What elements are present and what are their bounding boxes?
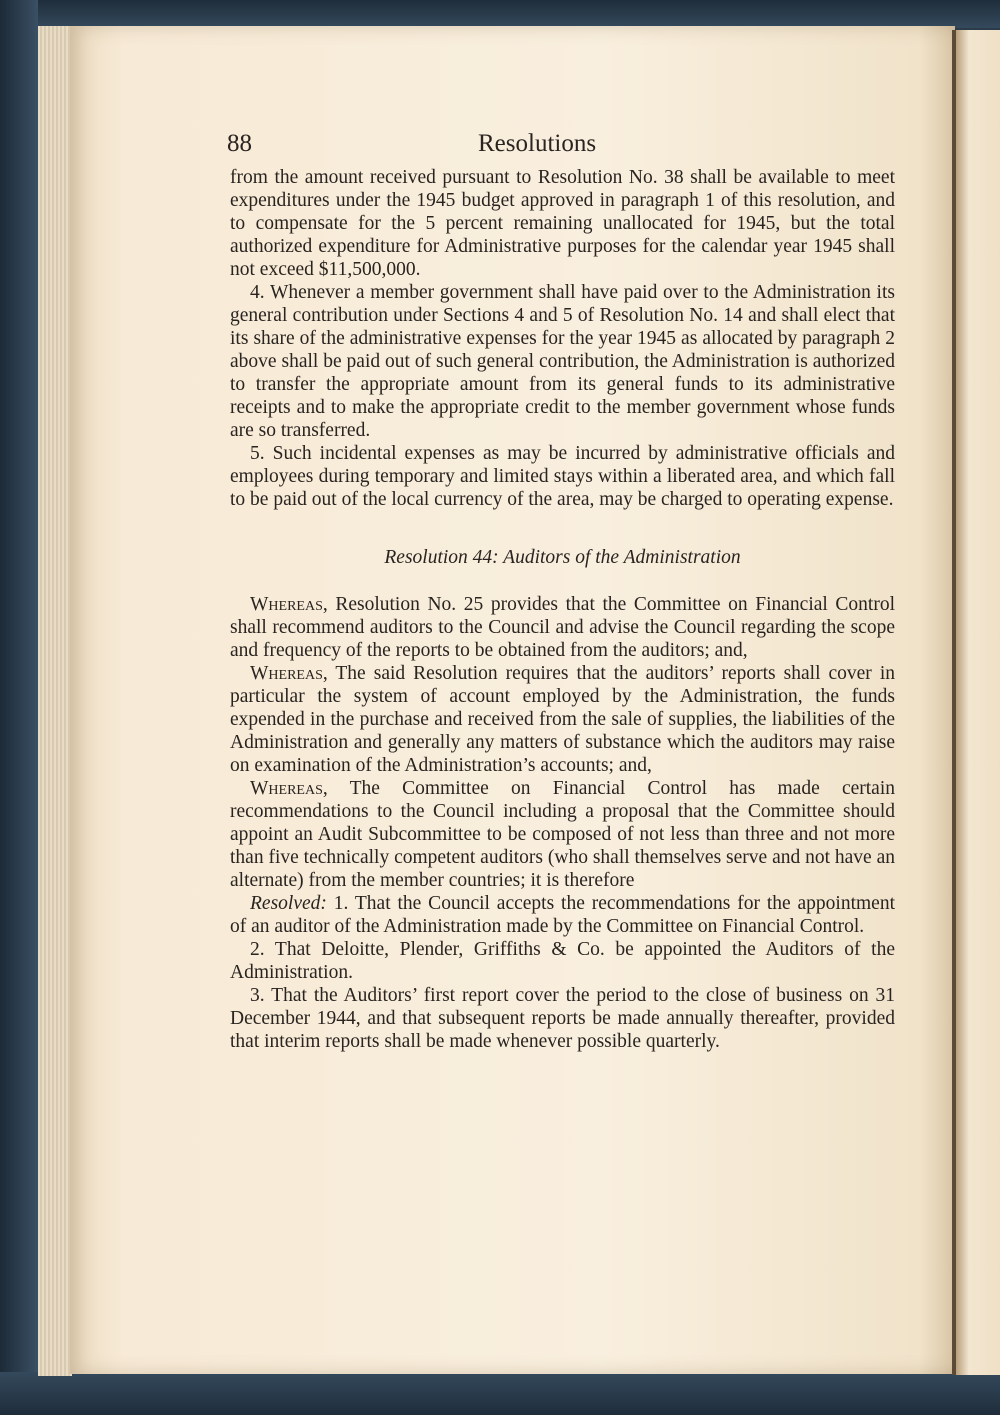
whereas-lead: Whereas, <box>250 778 328 799</box>
book-cover-spine <box>0 0 38 1415</box>
facing-page-edge <box>956 30 1000 1375</box>
page-text <box>227 128 895 1053</box>
resolved-lead: Resolved: <box>250 893 327 914</box>
book-cover-bottom <box>0 1372 1000 1415</box>
paragraph-4: 4. Whenever a member government shall have paid over to the Administration its general contribution under Sections 4 and 5 of Resolution No. 14 and shall elect that its share of the administrative expenses for the year 1945 as allocated by paragraph 2 above shall be paid out of such general contribution, the Administration is authorized to transfer the appropriate amount from its general funds to its administrative receipts and to make the appropriate credit to the member government whose funds are so transferred. <box>230 282 895 441</box>
book-cover-top <box>0 0 1000 28</box>
whereas-text: The said Resolution requires that the auditors’ reports shall cover in particular the system of account employed by the Administration, the funds expended in the purchase and received from the sale of supplies, the liabilities of the Administration and generally any matters of substance which the auditors may raise on examination of the Administration’s accounts; and, <box>230 663 895 776</box>
page-edges <box>38 26 72 1376</box>
whereas-lead: Whereas, <box>250 663 328 684</box>
resolved-text: 1. That the Council accepts the recommendations for the appointment of an auditor of the Administration made by the Committee on Financial Control. <box>230 893 895 937</box>
whereas-paragraph-1 <box>230 593 895 662</box>
whereas-paragraph-2 <box>230 662 895 777</box>
whereas-text: Resolution No. 25 provides that the Committee on Financial Control shall recommend auditors to the Council and advise the Council regarding the scope and frequency of the reports to be obtained from the auditors; and, <box>230 594 895 661</box>
resolution-heading: Resolution 44: Auditors of the Administration <box>384 547 741 568</box>
resolved-item-2: 2. That Deloitte, Plender, Griffiths & Co. be appointed the Auditors of the Administration. <box>230 939 895 983</box>
whereas-text: The Committee on Financial Control has made certain recommendations to the Council including a proposal that the Committee should appoint an Audit Subcommittee to be composed of not less than three and not more than five technically competent auditors (who shall themselves serve and not have an alternate) from the member countries; it is therefore <box>230 778 895 891</box>
page-number: 88 <box>227 130 252 157</box>
resolved-paragraph <box>230 892 895 938</box>
continuation-paragraph: from the amount received pursuant to Resolution No. 38 shall be available to meet expenditures under the 1945 budget approved in paragraph 1 of this resolution, and to compensate for the 5 percent remaining unallocated for 1945, but the total authorized expenditure for Administrative purposes for the calendar year 1945 shall not exceed $11,500,000. <box>230 167 895 280</box>
whereas-paragraph-3 <box>230 777 895 892</box>
page-header <box>227 128 895 166</box>
resolved-item-3: 3. That the Auditors’ first report cover the period to the close of business on 31 December 1944, and that subsequent reports be made annually thereafter, provided that interim reports shall be made whenever possible quarterly. <box>230 985 895 1052</box>
paragraph-5: 5. Such incidental expenses as may be incurred by administrative officials and employees during temporary and limited stays within a liberated area, and which fall to be paid out of the local currency of the area, may be charged to operating expense. <box>230 443 895 510</box>
whereas-lead: Whereas, <box>250 594 328 615</box>
running-head: Resolutions <box>478 130 597 157</box>
